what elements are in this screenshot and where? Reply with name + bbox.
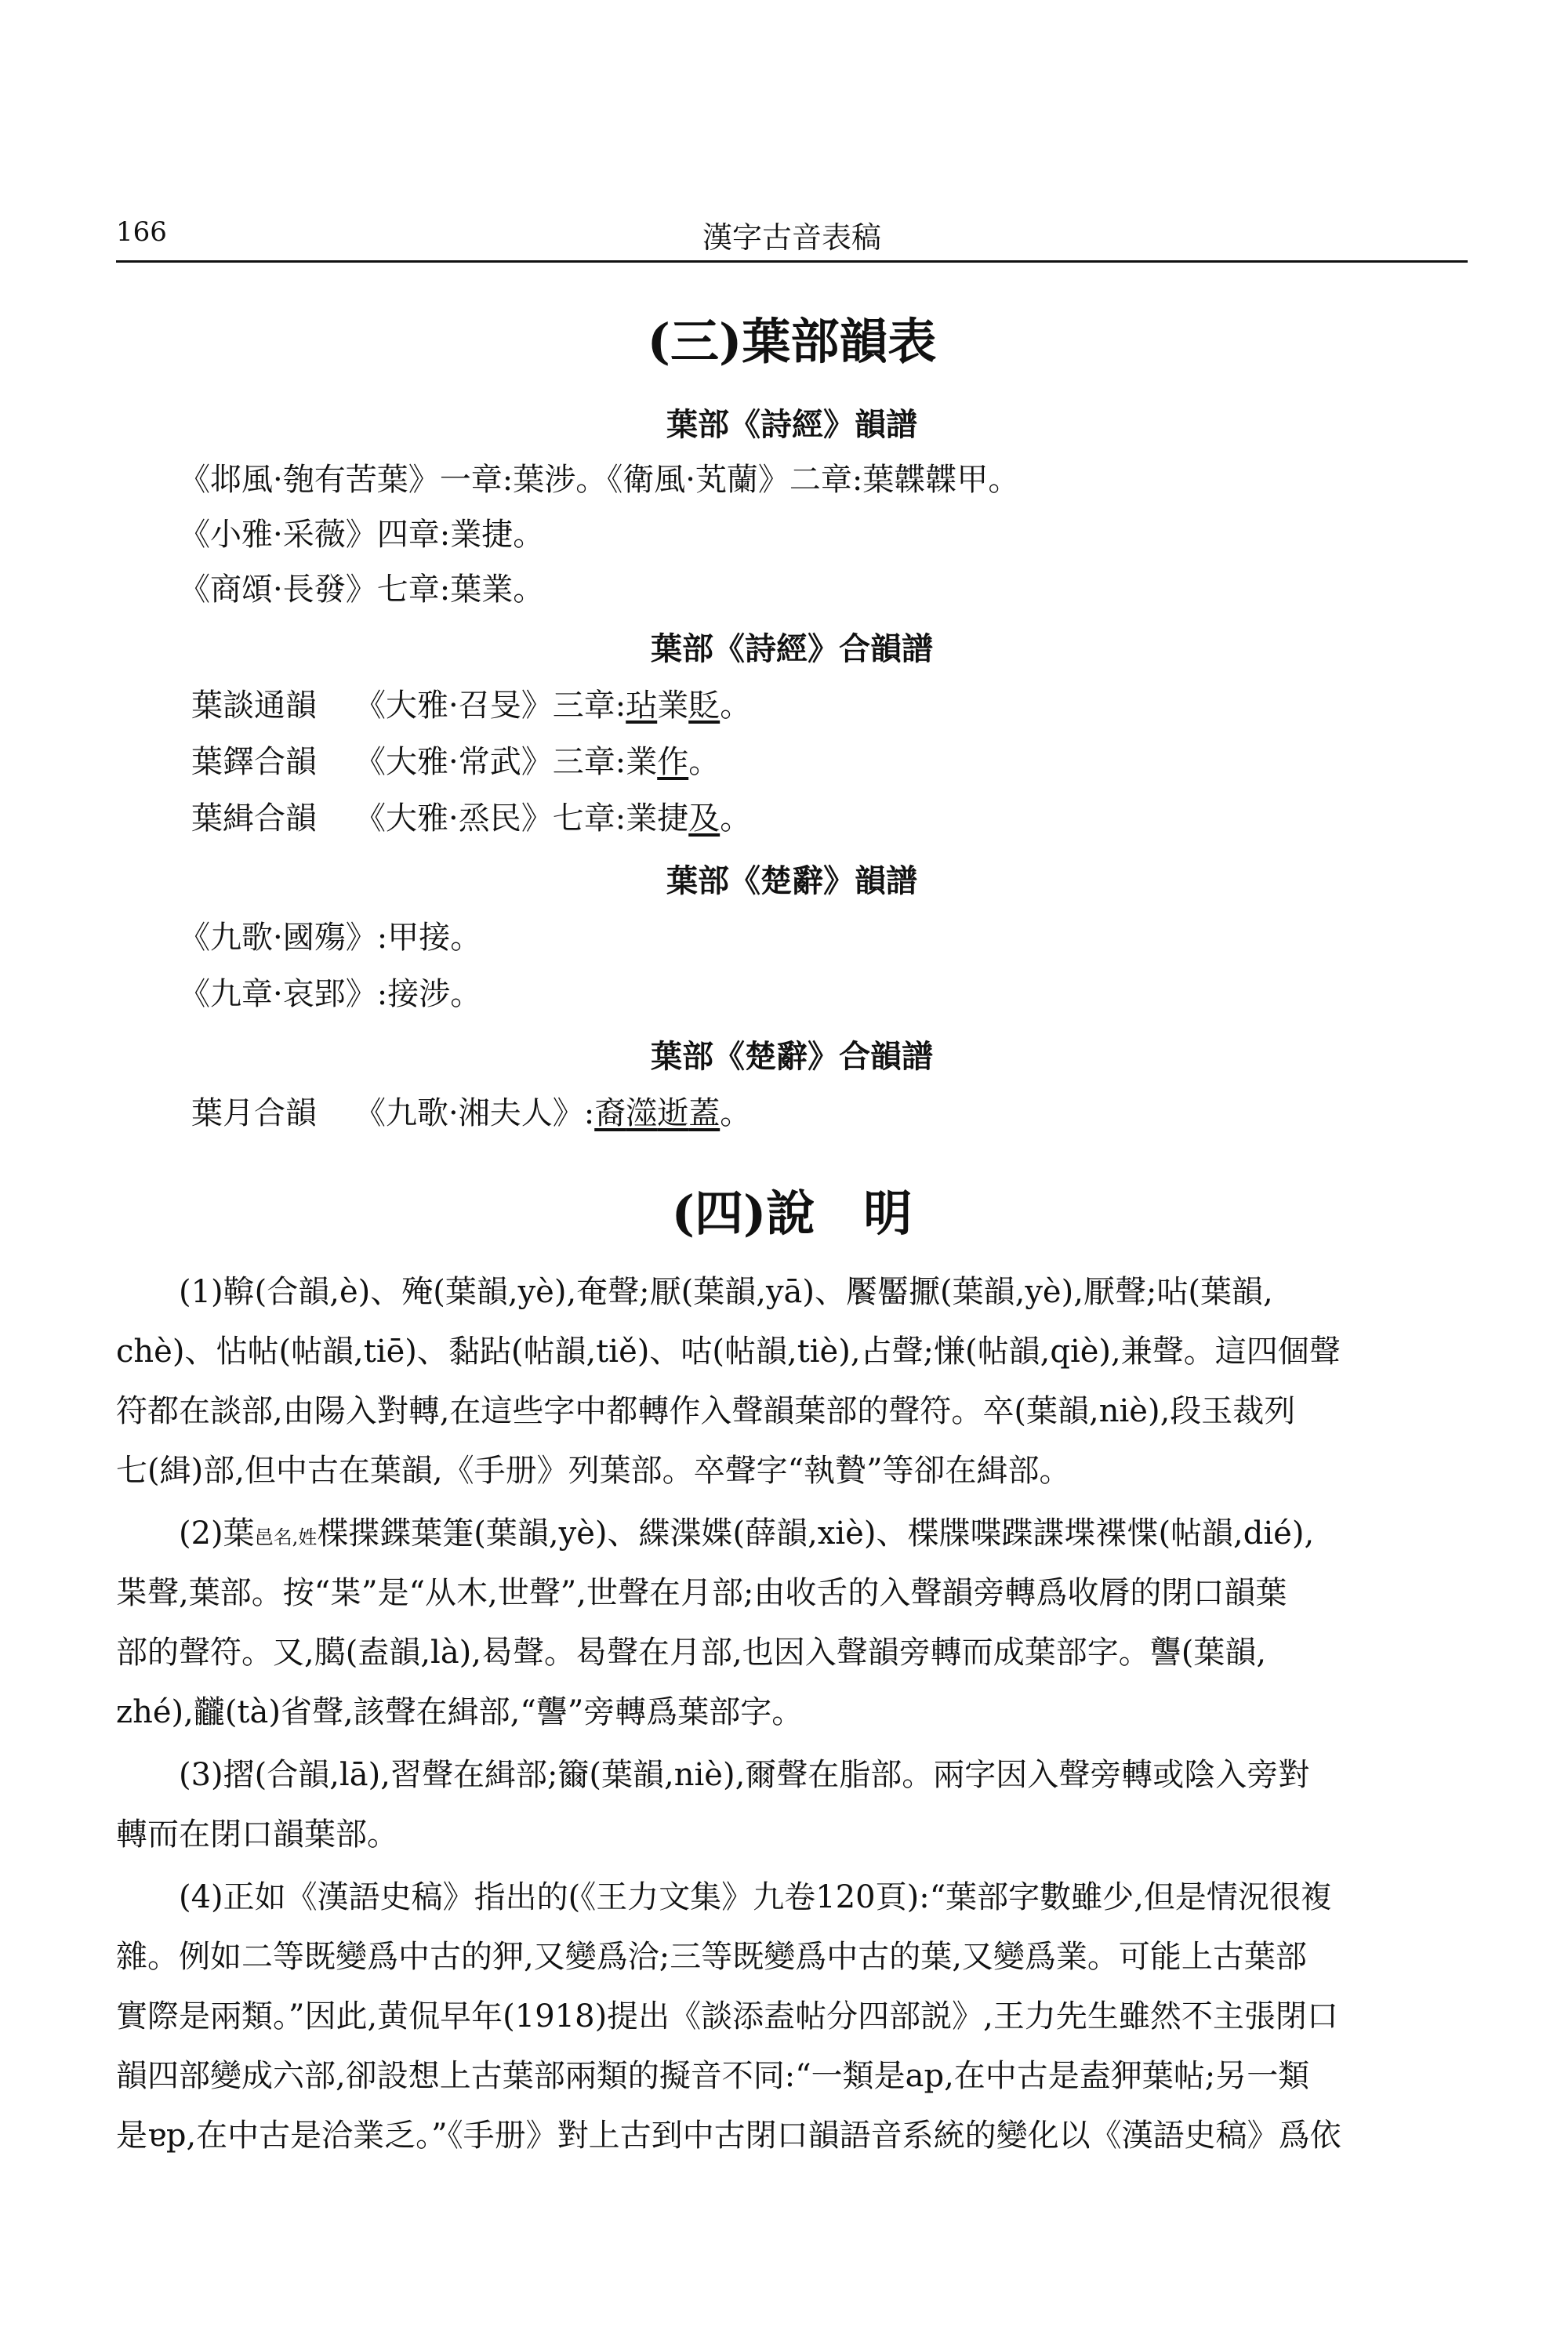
shijing-rhyme-title: 葉部《詩經》韻譜 bbox=[666, 406, 917, 443]
paragraph-3 bbox=[116, 1745, 1468, 1864]
row-end: 。 bbox=[688, 744, 720, 780]
rhyme-char: 玷 bbox=[626, 688, 658, 724]
paragraph-line: chè)、怗帖(帖韻,tiē)、黏跕(帖韻,tiě)、咕(帖韻,tiè),占聲;慊(帖韻,qiè),兼聲。這四個聲 bbox=[116, 1334, 1341, 1370]
rhyme-type-label: 葉談通韻 bbox=[191, 688, 317, 724]
paragraph-line: 部的聲符。又,臈(盍韻,là),曷聲。曷聲在月部,也因入聲韻旁轉而成葉部字。讋(葉韻, bbox=[116, 1635, 1267, 1671]
paragraph-line: 枼聲,葉部。按“枼”是“从木,世聲”,世聲在月部;由收舌的入聲韻旁轉爲收脣的閉口韻葉 bbox=[116, 1575, 1287, 1611]
chuci-rhyme-title: 葉部《楚辭》韻譜 bbox=[666, 862, 917, 899]
rhyme-char: 貶 bbox=[688, 688, 720, 724]
chuci-line-2: 《九章·哀郢》:接涉。 bbox=[179, 976, 482, 1012]
row-end: 。 bbox=[720, 688, 752, 724]
row-end: 。 bbox=[720, 800, 752, 837]
paragraph-line: (3)摺(合韻,lā),習聲在緝部;籋(葉韻,niè),爾聲在脂部。兩字因入聲旁轉或陰入旁對 bbox=[179, 1757, 1310, 1793]
shijing-line-3: 《商頌·長發》七章:葉業。 bbox=[179, 572, 545, 608]
page bbox=[116, 0, 1468, 2352]
paragraph-1 bbox=[116, 1262, 1468, 1501]
rhyme-char: 業 bbox=[626, 800, 658, 837]
rhyme-type-label: 葉月合韻 bbox=[191, 1095, 317, 1131]
rhyme-char: 捷 bbox=[657, 800, 689, 837]
combined-rhyme-row bbox=[191, 793, 751, 838]
paragraph-head: (2)葉 bbox=[179, 1515, 255, 1552]
rhyme-char: 及 bbox=[688, 800, 720, 837]
shijing-line-1: 《邶風·匏有苦葉》一章:葉涉。《衛風·芄蘭》二章:葉韘韘甲。 bbox=[179, 462, 1020, 498]
paragraph-line: 雜。例如二等既變爲中古的狎,又變爲洽;三等既變爲中古的葉,又變爲業。可能上古葉部 bbox=[116, 1939, 1307, 1975]
combined-rhyme-row bbox=[191, 681, 751, 725]
shijing-combined-rhyme-title: 葉部《詩經》合韻譜 bbox=[651, 630, 933, 667]
poem-reference: 《九歌·湘夫人》: bbox=[354, 1095, 595, 1131]
rhyme-type-label: 葉鐸合韻 bbox=[191, 744, 317, 780]
running-title: 漢字古音表稿 bbox=[702, 220, 881, 255]
paragraph-line: 是ɐp,在中古是洽業乏。”《手册》對上古到中古閉口韻語音系統的變化以《漢語史稿》爲依 bbox=[116, 2118, 1341, 2154]
rhyme-char: 澨 bbox=[626, 1095, 658, 1131]
page-number: 166 bbox=[116, 216, 167, 248]
paragraph-2 bbox=[116, 1504, 1468, 1742]
shijing-line-2: 《小雅·采薇》四章:業捷。 bbox=[179, 517, 545, 553]
rhyme-char: 逝 bbox=[657, 1095, 689, 1131]
paragraph-line: 七(緝)部,但中古在葉韻,《手册》列葉部。卒聲字“執贄”等卻在緝部。 bbox=[116, 1453, 1071, 1489]
combined-rhyme-row bbox=[191, 737, 720, 782]
rhyme-char: 作 bbox=[657, 744, 689, 780]
rhyme-char: 業 bbox=[626, 744, 658, 780]
poem-reference: 《大雅·召旻》三章: bbox=[354, 688, 626, 724]
poem-reference: 《大雅·常武》三章: bbox=[354, 744, 626, 780]
rhyme-char: 蓋 bbox=[688, 1095, 720, 1131]
small-annotation: 邑名,姓 bbox=[254, 1526, 318, 1548]
combined-rhyme-row bbox=[191, 1088, 751, 1133]
chuci-combined-rhyme-title: 葉部《楚辭》合韻譜 bbox=[651, 1038, 933, 1075]
poem-reference: 《大雅·烝民》七章: bbox=[354, 800, 626, 837]
paragraph-line: 韻四部變成六部,卻設想上古葉部兩類的擬音不同:“一類是ap,在中古是盍狎葉帖;另一類 bbox=[116, 2058, 1310, 2094]
rhyme-char: 業 bbox=[657, 688, 689, 724]
paragraph-line: (4)正如《漢語史稿》指出的(《王力文集》九卷120頁):“葉部字數雖少,但是情況很複 bbox=[179, 1879, 1332, 1915]
paragraph-line-rest: 楪揲鍱葉箑(葉韻,yè)、緤渫媟(薛韻,xiè)、楪牒喋蹀諜堞褋惵(帖韻,dié), bbox=[317, 1515, 1315, 1552]
paragraph-line: (1)鞥(合韻,è)、殗(葉韻,yè),奄聲;厭(葉韻,yā)、饜靨擫(葉韻,yè),厭聲;呫(葉韻, bbox=[179, 1274, 1273, 1310]
section-4-title: (四)說 明 bbox=[671, 1185, 913, 1242]
rhyme-char: 裔 bbox=[594, 1095, 626, 1131]
paragraph-line: 實際是兩類。”因此,黄侃早年(1918)提出《談添盍帖分四部説》,王力先生雖然不主張閉口 bbox=[116, 1998, 1338, 2034]
row-end: 。 bbox=[720, 1095, 752, 1131]
section-3-title: (三)葉部韻表 bbox=[647, 313, 937, 370]
rhyme-type-label: 葉緝合韻 bbox=[191, 800, 317, 837]
paragraph-4 bbox=[116, 1867, 1468, 2165]
paragraph-line: zhé),龖(tà)省聲,該聲在緝部,“讋”旁轉爲葉部字。 bbox=[116, 1694, 804, 1730]
paragraph-line: 符都在談部,由陽入對轉,在這些字中都轉作入聲韻葉部的聲符。卒(葉韻,niè),段玉裁列 bbox=[116, 1393, 1296, 1429]
chuci-line-1: 《九歌·國殤》:甲接。 bbox=[179, 920, 482, 956]
paragraph-line: 轉而在閉口韻葉部。 bbox=[116, 1817, 398, 1853]
paragraph-line bbox=[116, 1504, 1468, 1563]
page-header bbox=[116, 210, 1468, 263]
